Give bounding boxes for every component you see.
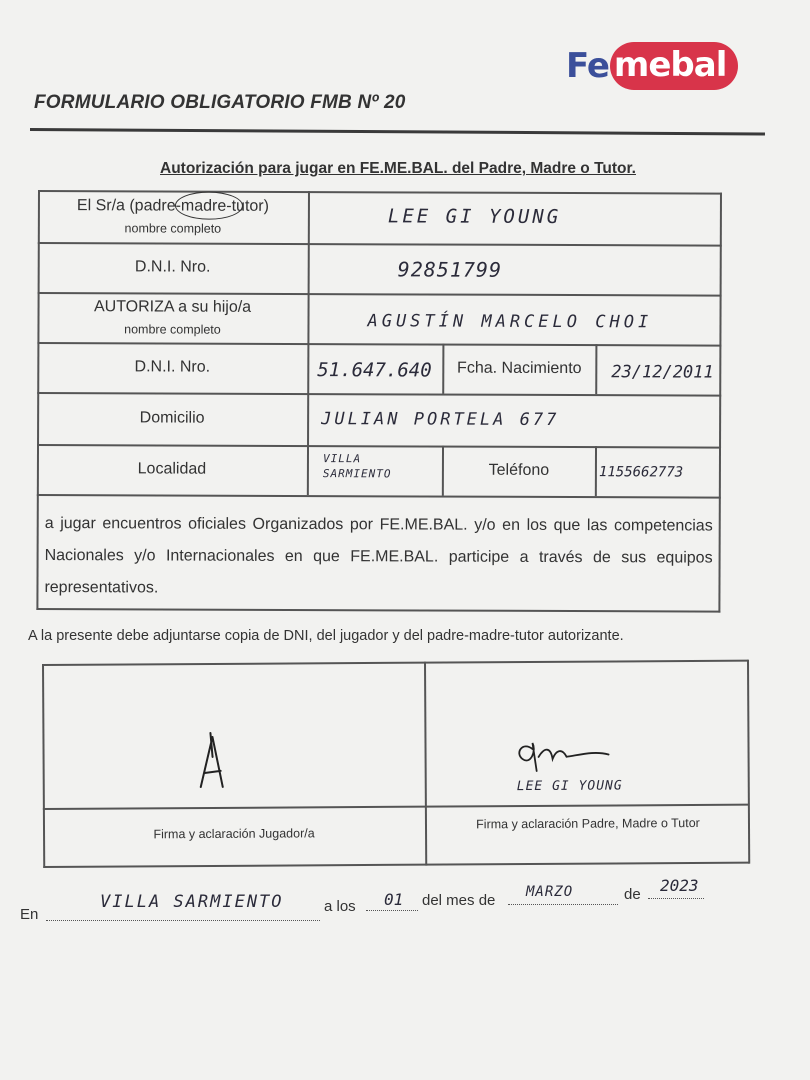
en-label: En	[20, 906, 39, 923]
player-signature-label: Firma y aclaración Jugador/a	[153, 826, 315, 842]
attachment-note: A la presente debe adjuntarse copia de DNI, del jugador y del padre-madre-tutor autorizante.	[28, 628, 624, 644]
day-value: 01	[384, 890, 404, 909]
birth-date-label: Fcha. Nacimiento	[457, 359, 582, 378]
parent-dni-value: 92851799	[397, 257, 503, 282]
madre-circle-mark	[175, 192, 243, 220]
year-value: 2023	[660, 876, 699, 895]
parent-name-value: LEE GI YOUNG	[387, 205, 562, 229]
child-dni-label: D.N.I. Nro.	[134, 358, 211, 376]
femebal-logo: Fe mebal	[566, 40, 738, 92]
birth-date-value: 23/12/2011	[611, 362, 714, 383]
phone-label: Teléfono	[488, 461, 550, 479]
month-value: MARZO	[526, 884, 574, 900]
locality-value: VILLA SARMIENTO	[322, 452, 392, 481]
signature-table	[42, 660, 751, 868]
parent-sublabel: nombre completo	[124, 221, 222, 236]
title-divider	[30, 128, 765, 135]
parent-signature-label: Firma y aclaración Padre, Madre o Tutor	[476, 815, 700, 832]
child-name-value: AGUSTÍN MARCELO CHOI	[367, 311, 653, 333]
del-mes-label: del mes de	[422, 892, 496, 909]
player-signature	[192, 729, 232, 793]
form-title: FORMULARIO OBLIGATORIO FMB Nº 20	[34, 92, 406, 113]
parent-signature-clarification: LEE GI YOUNG	[516, 778, 623, 795]
child-label: AUTORIZA a su hijo/a	[93, 298, 252, 316]
child-dni-value: 51.647.640	[317, 359, 432, 382]
child-sublabel: nombre completo	[124, 322, 221, 337]
place-value: VILLA SARMIENTO	[100, 892, 284, 912]
authorization-title: Autorización para jugar en FE.ME.BAL. del Padre, Madre o Tutor.	[160, 160, 636, 177]
place-date-line	[20, 876, 740, 930]
phone-value: 1155662773	[598, 464, 684, 481]
child-label-cell	[37, 292, 307, 343]
authorization-form-table	[36, 190, 722, 613]
de-label: de	[624, 886, 641, 903]
locality-label: Localidad	[137, 460, 207, 478]
parent-dni-label: D.N.I. Nro.	[134, 258, 211, 276]
a-los-label: a los	[324, 898, 356, 915]
address-value: JULIAN PORTELA 677	[321, 409, 560, 431]
parent-signature	[510, 736, 620, 777]
parent-label-cell	[38, 190, 308, 243]
authorization-text: a jugar encuentros oficiales Organizados por FE.ME.BAL. y/o en los que las competencias Nacionales y/o Internacionales en que FE.ME.BAL. participe a través de sus equipos representativos.	[44, 515, 713, 597]
parent-label: El Sr/a (padre-madre-tutor)	[76, 197, 270, 215]
address-label: Domicilio	[139, 409, 205, 427]
